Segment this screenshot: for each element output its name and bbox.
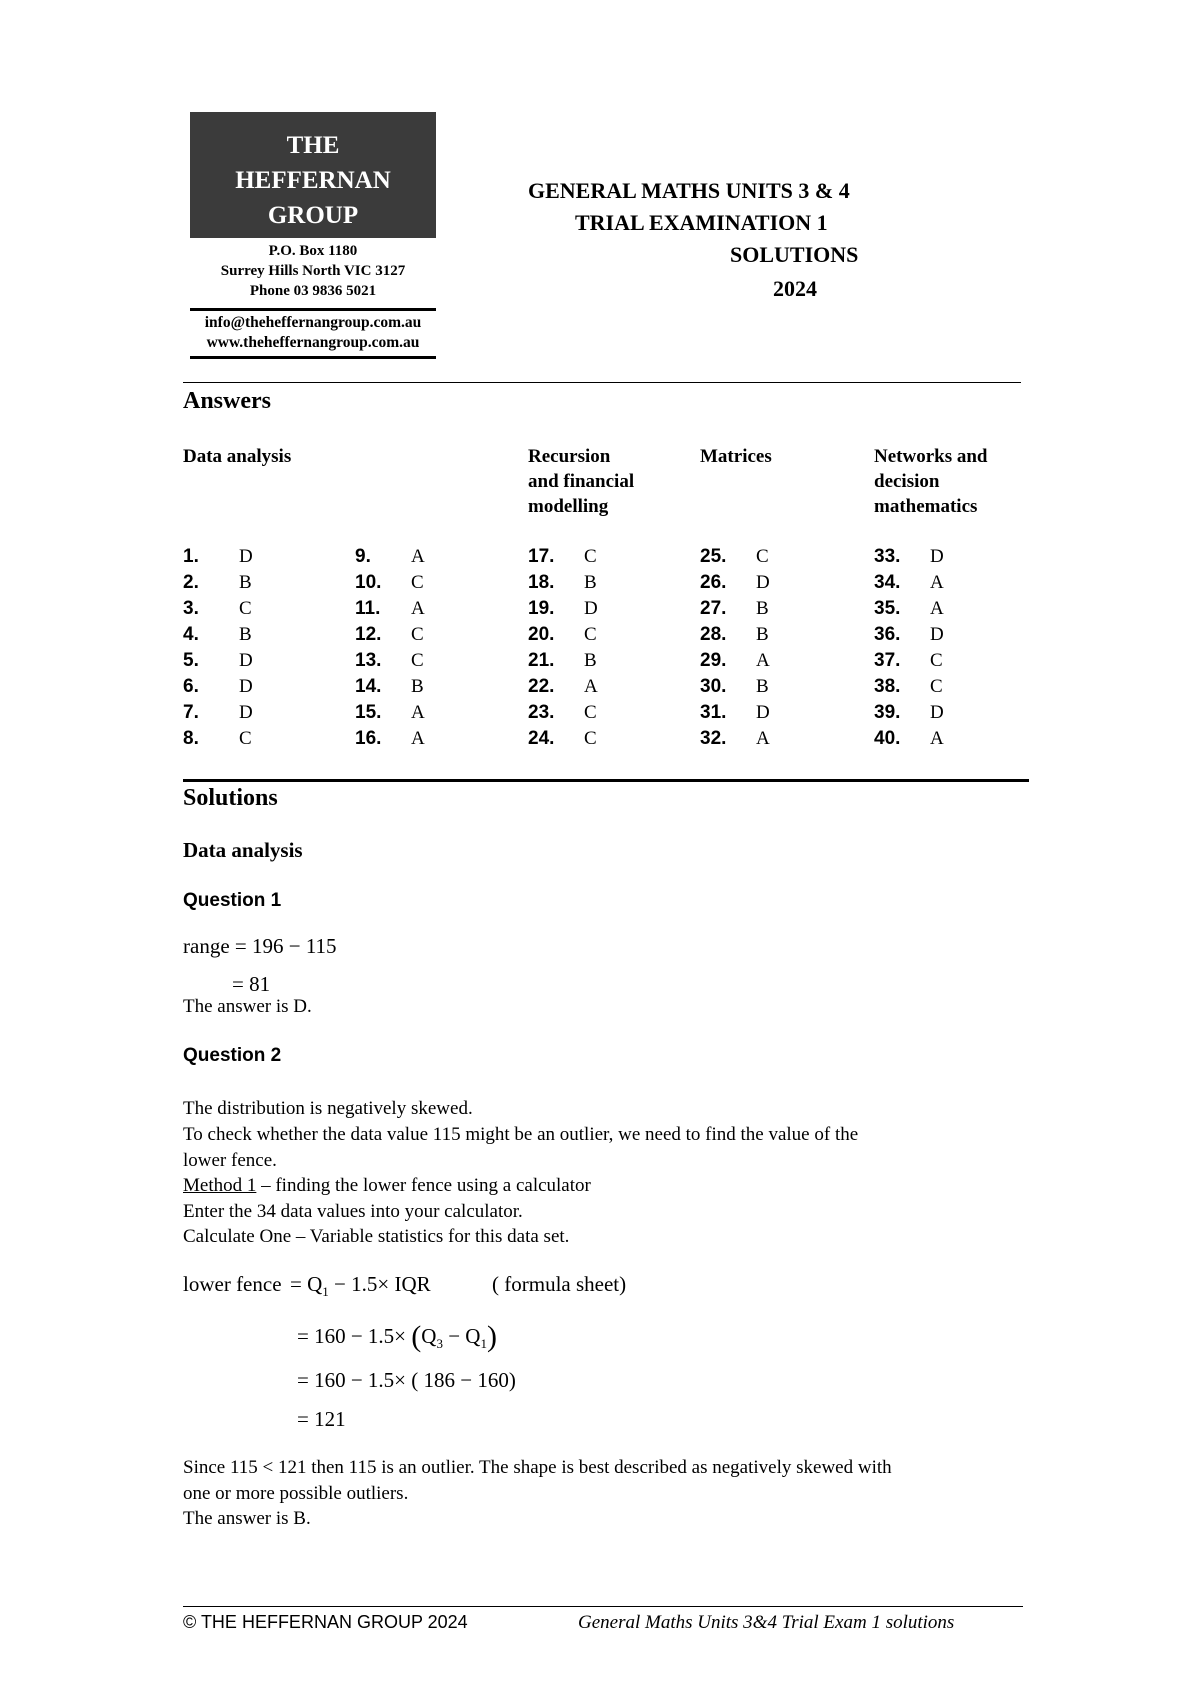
- answer-number: 5.: [183, 650, 199, 671]
- answer-number: 13.: [355, 650, 382, 671]
- answer-letter: B: [756, 624, 769, 645]
- q2-conclusion: Since 115 < 121 then 115 is an outlier. The shape is best described as negatively skewed with: [183, 1457, 892, 1478]
- exam-title-line3: SOLUTIONS: [730, 242, 859, 267]
- answer-letter: B: [239, 624, 252, 645]
- answers-heading: Answers: [183, 388, 271, 414]
- answer-number: 6.: [183, 676, 199, 697]
- answer-number: 7.: [183, 702, 199, 723]
- section-heading: Data analysis: [183, 838, 303, 862]
- column-heading-line: modelling: [528, 496, 609, 517]
- answer-number: 36.: [874, 624, 901, 645]
- answer-letter: D: [756, 572, 770, 593]
- column-heading-line: Recursion: [528, 446, 611, 467]
- answer-number: 38.: [874, 676, 901, 697]
- logo-line: HEFFERNAN: [235, 167, 391, 194]
- answer-letter: D: [756, 702, 770, 723]
- answer-letter: B: [411, 676, 424, 697]
- answer-letter: A: [930, 728, 944, 749]
- eq1-note: ( formula sheet): [492, 1272, 627, 1296]
- answer-number: 15.: [355, 702, 382, 723]
- eq2-start: = 160 − 1.5×: [297, 1324, 412, 1348]
- eq1-q: = Q: [290, 1272, 323, 1296]
- answer-letter: A: [411, 598, 425, 619]
- paren-right: ): [486, 1320, 497, 1353]
- answer-letter: D: [584, 598, 598, 619]
- answer-letter: A: [411, 546, 425, 567]
- answer-number: 16.: [355, 728, 382, 749]
- email-link[interactable]: info@theheffernangroup.com.au: [204, 314, 422, 331]
- eq1-rhs: [290, 1272, 431, 1300]
- divider: [183, 382, 1021, 383]
- answer-number: 39.: [874, 702, 901, 723]
- answer-number: 11.: [355, 598, 381, 619]
- answer-letter: B: [756, 676, 769, 697]
- answer-letter: C: [756, 546, 769, 567]
- answer-letter: C: [411, 624, 424, 645]
- q2-paragraph: lower fence.: [183, 1150, 277, 1171]
- logo-line: GROUP: [267, 202, 359, 229]
- answer-number: 1.: [183, 546, 199, 567]
- answer-number: 26.: [700, 572, 727, 593]
- answer-number: 28.: [700, 624, 727, 645]
- q2-conclusion: one or more possible outliers.: [183, 1483, 409, 1504]
- answer-number: 10.: [355, 572, 382, 593]
- column-heading-recursion: [528, 444, 634, 519]
- answer-letter: A: [411, 702, 425, 723]
- eq4: = 121: [297, 1407, 346, 1431]
- answer-number: 14.: [355, 676, 382, 697]
- eq3: = 160 − 1.5× ( 186 − 160): [297, 1368, 516, 1392]
- answer-letter: B: [756, 598, 769, 619]
- answer-letter: C: [411, 650, 424, 671]
- column-heading-line: Networks and: [874, 446, 988, 467]
- q2-answer: The answer is B.: [183, 1508, 311, 1529]
- q2-paragraph: Enter the 34 data values into your calculator.: [183, 1201, 523, 1222]
- answer-number: 2.: [183, 572, 199, 593]
- q2-paragraph: To check whether the data value 115 might be an outlier, we need to find the value of the: [183, 1124, 859, 1145]
- answer-letter: C: [584, 546, 597, 567]
- phone: Phone 03 9836 5021: [249, 283, 377, 299]
- answer-number: 8.: [183, 728, 199, 749]
- answer-number: 9.: [355, 546, 371, 567]
- answer-letter: D: [239, 546, 253, 567]
- eq2-q3: Q: [421, 1324, 437, 1348]
- column-heading-line: Data analysis: [183, 446, 292, 467]
- answer-number: 20.: [528, 624, 555, 645]
- q1-answer: The answer is D.: [183, 996, 312, 1017]
- answer-number: 31.: [700, 702, 727, 723]
- answer-letter: D: [930, 702, 944, 723]
- answer-letter: C: [930, 650, 943, 671]
- answer-letter: D: [239, 702, 253, 723]
- answer-number: 25.: [700, 546, 727, 567]
- answer-letter: B: [584, 650, 597, 671]
- column-heading-line: and financial: [528, 471, 635, 492]
- divider: [183, 779, 1029, 782]
- answer-letter: D: [239, 650, 253, 671]
- website-link[interactable]: www.theheffernangroup.com.au: [206, 334, 420, 351]
- answer-letter: A: [756, 728, 770, 749]
- method-label: Method 1: [183, 1175, 257, 1196]
- answer-letter: C: [411, 572, 424, 593]
- question-2-title: Question 2: [183, 1045, 282, 1066]
- answer-number: 37.: [874, 650, 901, 671]
- answer-number: 40.: [874, 728, 901, 749]
- answer-letter: A: [756, 650, 770, 671]
- method-description: – finding the lower fence using a calculator: [256, 1175, 591, 1196]
- divider: [190, 356, 436, 359]
- answer-number: 24.: [528, 728, 555, 749]
- question-1-title: Question 1: [183, 890, 282, 911]
- answer-number: 29.: [700, 650, 727, 671]
- answer-number: 4.: [183, 624, 199, 645]
- answer-number: 3.: [183, 598, 199, 619]
- q1-equation-line1: range = 196 − 115: [183, 934, 337, 958]
- answer-letter: D: [239, 676, 253, 697]
- answer-letter: D: [930, 546, 944, 567]
- answer-number: 17.: [528, 546, 555, 567]
- suburb: Surrey Hills North VIC 3127: [220, 263, 406, 279]
- divider: [190, 308, 436, 311]
- answer-letter: C: [584, 728, 597, 749]
- eq2: [297, 1320, 497, 1354]
- company-logo: [190, 112, 436, 238]
- eq1-subscript: 1: [322, 1284, 329, 1299]
- answer-number: 12.: [355, 624, 382, 645]
- answer-number: 18.: [528, 572, 555, 593]
- answer-letter: C: [930, 676, 943, 697]
- exam-title-line2: TRIAL EXAMINATION 1: [575, 210, 828, 235]
- answer-number: 33.: [874, 546, 901, 567]
- footer-document-title: General Maths Units 3&4 Trial Exam 1 solutions: [578, 1612, 955, 1633]
- footer-copyright: © THE HEFFERNAN GROUP 2024: [183, 1612, 468, 1632]
- answer-letter: B: [239, 572, 252, 593]
- q2-paragraph: Calculate One – Variable statistics for this data set.: [183, 1226, 570, 1247]
- answer-number: 27.: [700, 598, 727, 619]
- answer-letter: A: [930, 572, 944, 593]
- answer-letter: B: [584, 572, 597, 593]
- eq1-rest: − 1.5× IQR: [328, 1272, 431, 1296]
- answer-letter: A: [930, 598, 944, 619]
- answer-number: 22.: [528, 676, 555, 697]
- answer-number: 32.: [700, 728, 727, 749]
- q2-method-line: [183, 1173, 591, 1199]
- paren-left: (: [411, 1320, 422, 1353]
- logo-line: THE: [286, 132, 340, 159]
- answer-number: 30.: [700, 676, 727, 697]
- answer-letter: C: [584, 702, 597, 723]
- answer-number: 19.: [528, 598, 555, 619]
- exam-year: 2024: [773, 276, 817, 301]
- po-box: P.O. Box 1180: [268, 243, 358, 259]
- column-heading-line: decision: [874, 471, 940, 492]
- answer-letter: C: [239, 728, 252, 749]
- q1-equation-line2: = 81: [232, 972, 271, 996]
- answer-number: 23.: [528, 702, 555, 723]
- exam-title-line1: GENERAL MATHS UNITS 3 & 4: [528, 178, 850, 203]
- answer-number: 34.: [874, 572, 901, 593]
- column-heading-data-analysis: [183, 444, 291, 469]
- solutions-heading: Solutions: [183, 785, 278, 811]
- q2-paragraph: The distribution is negatively skewed.: [183, 1098, 473, 1119]
- answer-letter: A: [584, 676, 598, 697]
- footer-rule: [183, 1606, 1023, 1607]
- eq2-q3-subscript: 3: [436, 1336, 443, 1351]
- answer-letter: C: [239, 598, 252, 619]
- answer-letter: D: [930, 624, 944, 645]
- answer-letter: A: [411, 728, 425, 749]
- column-heading-matrices: [700, 444, 772, 469]
- column-heading-line: mathematics: [874, 496, 978, 517]
- eq1-lhs: lower fence: [183, 1272, 282, 1296]
- column-heading-line: Matrices: [700, 446, 772, 467]
- answer-letter: C: [584, 624, 597, 645]
- answer-number: 21.: [528, 650, 555, 671]
- eq2-q1-subscript: 1: [480, 1336, 487, 1351]
- eq2-minus-q: − Q: [442, 1324, 481, 1348]
- column-heading-networks: [874, 444, 987, 519]
- answer-number: 35.: [874, 598, 901, 619]
